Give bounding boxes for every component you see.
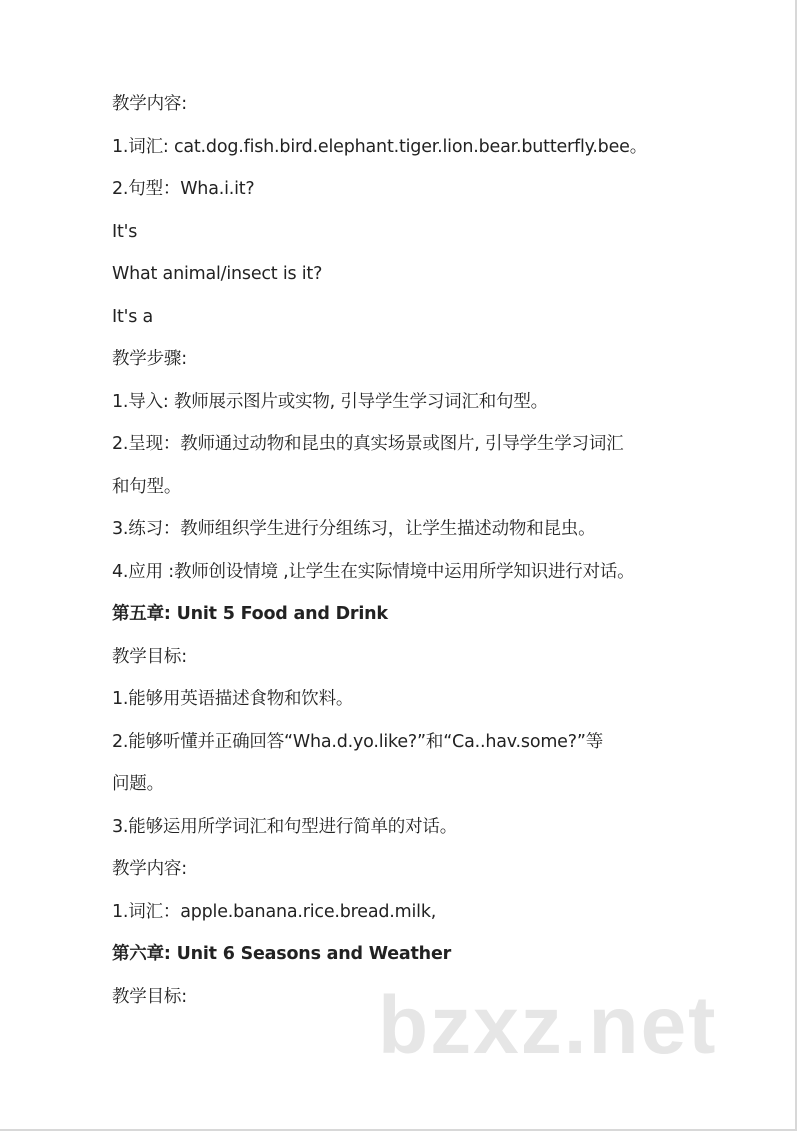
text-line: 2.呈现：教师通过动物和昆虫的真实场景或图片, 引导学生学习词汇	[112, 434, 624, 454]
text-line: 3.能够运用所学词汇和句型进行简单的对话。	[112, 816, 457, 837]
text-line: 教学目标:	[112, 986, 187, 1007]
text-line: It's	[112, 221, 138, 242]
text-line: 2.句型：Wha.i.it?	[112, 179, 255, 199]
text-line: 教学内容:	[112, 94, 187, 114]
chapter-heading: 第六章: Unit 6 Seasons and Weather	[112, 944, 452, 964]
text-line: 1.能够用英语描述食物和饮料。	[112, 689, 354, 709]
text-line: What animal/insect is it?	[112, 264, 323, 284]
watermark: bzxz.net	[378, 980, 718, 1071]
text-line: 1.导入: 教师展示图片或实物, 引导学生学习词汇和句型。	[112, 391, 548, 412]
chapter-heading: 第五章: Unit 5 Food and Drink	[112, 604, 388, 624]
text-line: 教学内容:	[112, 859, 187, 879]
text-line: 1.词汇：apple.banana.rice.bread.milk,	[112, 901, 437, 922]
text-line: 和句型。	[112, 476, 182, 497]
text-line: 2.能够听懂并正确回答“Wha.d.yo.like?”和“Ca..hav.some?”等	[112, 731, 603, 752]
text-line: 3.练习：教师组织学生进行分组练习，让学生描述动物和昆虫。	[112, 519, 596, 539]
text-line: 4.应用 :教师创设情境 ,让学生在实际情境中运用所学知识进行对话。	[112, 561, 635, 582]
text-line: 1.词汇: cat.dog.fish.bird.elephant.tiger.lion.bear.butterfly.bee。	[112, 136, 648, 157]
text-line: 教学步骤:	[112, 349, 187, 369]
text-line: 教学目标:	[112, 646, 187, 667]
text-line: It's a	[112, 306, 154, 327]
text-line: 问题。	[112, 774, 164, 794]
document-body	[112, 83, 712, 1018]
